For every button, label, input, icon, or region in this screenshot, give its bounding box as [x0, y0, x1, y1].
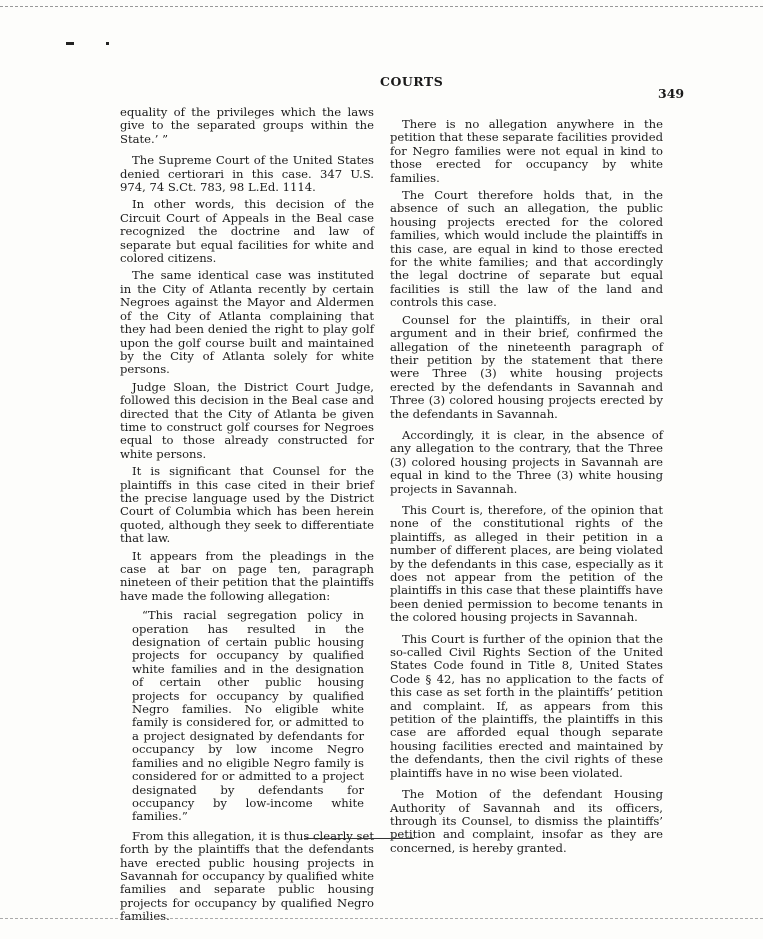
- paragraph: Judge Sloan, the District Court Judge, followed this decision in the Beal case and directed that the City of Atlanta be given time to construct golf courses for Negroes equal to those already constructed for white persons.: [120, 379, 374, 461]
- running-header: COURTS: [380, 74, 444, 89]
- margin-mark: [66, 42, 74, 45]
- paragraph: Accordingly, it is clear, in the absence of any allegation to the contrary, that the Three (3) colored housing projects in Savannah are equal in kind to the Three (3) white housing projects in Savannah.: [390, 427, 663, 496]
- page-number: 349: [658, 86, 685, 101]
- right-column: [390, 118, 663, 859]
- left-column: [120, 106, 374, 928]
- paragraph: The same identical case was instituted in the City of Atlanta recently by certain Negroes against the Mayor and Aldermen of the City of Atlanta complaining that they had been denied the right to play golf upon the golf course built and maintained by the City of Atlanta solely for white persons.: [120, 268, 374, 377]
- paragraph: From this allegation, it is thus clearly set forth by the plaintiffs that the defendants have erected public housing projects in Savannah for occupancy by qualified white families and separate public housing projects for occupancy by qualified Negro families.: [120, 828, 374, 924]
- paragraph: This Court is further of the opinion that the so-called Civil Rights Section of the United States Code found in Title 8, United States Code § 42, has no application to the facts of this case as set forth in the plaintiffs’ petition and complaint. If, as appears from this petition of the plaintiffs, the plaintiffs in this case are afforded equal though separate housing facilities erected and maintained by the defendants, then the civil rights of these plaintiffs have in no wise been violated.: [390, 631, 663, 780]
- bottom-border: [0, 918, 763, 919]
- block-quote: “This racial segregation policy in operation has resulted in the designation of certain public housing projects for occupancy by qualified white families and in the designation of certain other public housing projects for occupancy by qualified Negro families. No eligible white family is considered for, or admitted to a project designated by defendants for occupancy by low income Negro families and no eligible Negro family is considered for or admitted to a project designated by defendants for occupancy by low-income white families.”: [132, 608, 364, 824]
- end-rule: [304, 838, 414, 839]
- paragraph: The Motion of the defendant Housing Authority of Savannah and its officers, through its Counsel, to dismiss the plaintiffs’ petition and complaint, insofar as they are concerned, is hereby granted.: [390, 787, 663, 855]
- paragraph: The Supreme Court of the United States denied certiorari in this case. 347 U.S. 974, 74 S.Ct. 783, 98 L.Ed. 1114.: [120, 153, 374, 195]
- paragraph: There is no allegation anywhere in the petition that these separate facilities provided for Negro families were not equal in kind to those erected for occupancy by white families.: [390, 117, 663, 185]
- margin-mark: [106, 42, 109, 45]
- paragraph: equality of the privileges which the laws give to the separated groups within the State.’ ”: [120, 105, 374, 146]
- paragraph: It appears from the pleadings in the case at bar on page ten, paragraph nineteen of their petition that the plaintiffs have made the following allegation:: [120, 548, 374, 603]
- top-border: [0, 6, 763, 7]
- paragraph: It is significant that Counsel for the plaintiffs in this case cited in their brief the precise language used by the District Court of Columbia which has been herein quoted, although they seek to differentiate that law.: [120, 464, 374, 546]
- paragraph: In other words, this decision of the Circuit Court of Appeals in the Beal case recognized the doctrine and law of separate but equal facilities for white and colored citizens.: [120, 197, 374, 266]
- paragraph: Counsel for the plaintiffs, in their oral argument and in their brief, confirmed the allegation of the nineteenth paragraph of their petition by the statement that there were Three (3) white housing projects erected by the defendants in Savannah and Three (3) colored housing projects erected by the defendants in Savannah.: [390, 312, 663, 421]
- paragraph: The Court therefore holds that, in the absence of such an allegation, the public housing projects erected for the colored families, which would include the plaintiffs in this case, are equal in kind to those erected for the white families; and that accordingly the legal doctrine of separate but equal facilities is still the law of the land and controls this case.: [390, 188, 663, 310]
- paragraph: This Court is, therefore, of the opinion that none of the constitutional rights of the plaintiffs, as alleged in their petition in a number of different places, are being violated by the defendants in this case, especially as it does not appear from the petition of the plaintiffs in this case that these plaintiffs have been denied permission to become tenants in the colored housing projects in Savannah.: [390, 502, 663, 625]
